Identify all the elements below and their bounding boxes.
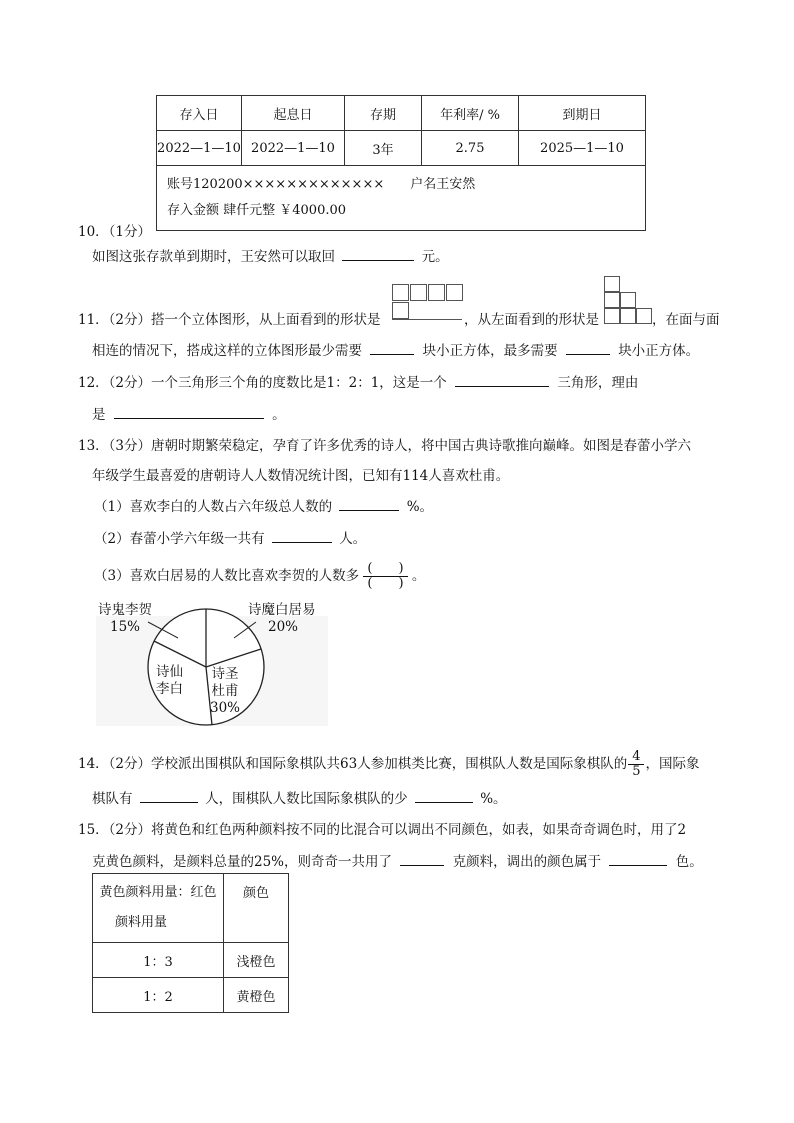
q11-line1-a: 11．（2分）搭一个立体图形，从上面看到的形状是 bbox=[78, 312, 381, 328]
pie-label-bai-value: 20% bbox=[268, 619, 299, 635]
header-deposit-date: 存入日 bbox=[157, 96, 242, 131]
pie-label-bai bbox=[248, 602, 316, 636]
color-table-header-ratio-line2: 颜料用量 bbox=[115, 915, 168, 930]
q10-text-a: 如图这张存款单到期时，王安然可以取回 bbox=[92, 249, 335, 265]
q10-text bbox=[92, 246, 449, 267]
header-interest-start: 起息日 bbox=[242, 96, 345, 131]
q12-line2-b: 。 bbox=[272, 407, 286, 423]
color-table-header-ratio bbox=[93, 874, 224, 943]
q12-line1 bbox=[78, 372, 638, 393]
q14-line2-c: %。 bbox=[480, 791, 507, 807]
q11-line1-b: ，从左面看到的形状是 bbox=[464, 312, 599, 328]
q10-answer-blank[interactable] bbox=[342, 246, 414, 261]
pie-label-dufu-value: 30% bbox=[210, 700, 241, 716]
pie-label-libai bbox=[156, 664, 183, 698]
pie-label-lihe bbox=[98, 602, 152, 636]
q13-frac-num: ( ) bbox=[363, 562, 407, 577]
q13-fraction-blank[interactable] bbox=[363, 562, 407, 591]
q12-line1-b: 三角形，理由 bbox=[557, 375, 639, 391]
q15-color-blank[interactable] bbox=[609, 851, 667, 866]
q13-sub2-b: 人。 bbox=[339, 531, 367, 547]
cell-rate: 2.75 bbox=[422, 131, 519, 166]
q13-sub3-b: 。 bbox=[411, 568, 426, 584]
header-term: 存期 bbox=[345, 96, 422, 131]
color-mix-table bbox=[92, 873, 289, 1013]
color-table-color-2: 黄橙色 bbox=[224, 978, 289, 1013]
q13-sub1 bbox=[94, 496, 433, 517]
q12-line2-a: 是 bbox=[92, 407, 106, 423]
q14-chess-blank[interactable] bbox=[140, 788, 198, 803]
q14-line2 bbox=[92, 788, 507, 809]
left-view-figure bbox=[604, 276, 652, 324]
q15-grams-blank[interactable] bbox=[400, 851, 444, 866]
q14-fraction bbox=[628, 750, 644, 779]
pie-label-dufu-line1: 诗圣 bbox=[211, 666, 239, 682]
q11-line2-a: 相连的情况下，搭成这样的立体图形最少需要 bbox=[92, 343, 362, 359]
q15-line2 bbox=[92, 851, 703, 872]
pie-label-dufu-line2: 杜甫 bbox=[211, 683, 239, 699]
q14-line1 bbox=[78, 750, 699, 779]
q11-line2-b: 块小正方体，最多需要 bbox=[422, 343, 558, 359]
color-table-ratio-1: 1：3 bbox=[93, 943, 224, 978]
poet-pie-chart bbox=[96, 600, 328, 726]
account-line: 账号120200××××××××××××× 户名王安然 bbox=[167, 177, 476, 192]
cell-term: 3年 bbox=[345, 131, 422, 166]
pie-label-lihe-name: 诗鬼李贺 bbox=[98, 602, 152, 618]
q13-sub2 bbox=[94, 528, 366, 549]
q11-line1-c: ，在面与面 bbox=[652, 312, 720, 328]
q13-line1: 13．（3分）唐朝时期繁荣稳定，孕育了许多优秀的诗人，将中国古典诗歌推向巅峰。如图是春蕾小学六 bbox=[78, 438, 692, 454]
q11-max-blank[interactable] bbox=[566, 340, 610, 355]
pie-label-dufu bbox=[210, 666, 240, 717]
q12-reason-blank[interactable] bbox=[114, 404, 264, 419]
account-info-cell bbox=[157, 166, 646, 231]
cell-interest-start: 2022—1—10 bbox=[242, 131, 345, 166]
q15-line2-b: 克颜料，调出的颜色属于 bbox=[452, 854, 602, 870]
cell-deposit-date: 2022—1—10 bbox=[157, 131, 242, 166]
q12-line2 bbox=[92, 404, 286, 425]
color-table-color-1: 浅橙色 bbox=[224, 943, 289, 978]
q14-frac-den: 5 bbox=[632, 764, 641, 779]
q14-frac-num: 4 bbox=[628, 750, 644, 765]
q10-text-b: 元。 bbox=[421, 249, 449, 265]
q12-line1-a: 12．（2分）一个三角形三个角的度数比是1：2：1，这是一个 bbox=[78, 375, 447, 391]
q13-sub2-blank[interactable] bbox=[272, 528, 332, 543]
deposit-slip-table bbox=[156, 95, 646, 231]
top-view-figure bbox=[392, 284, 464, 324]
q14-line1-a: 14．（2分）学校派出围棋队和国际象棋队共63人参加棋类比赛，围棋队人数是国际象棋队的 bbox=[78, 756, 628, 772]
q15-line2-a: 克黄色颜料，是颜料总量的25%，则奇奇一共用了 bbox=[92, 854, 393, 870]
q13-sub1-b: %。 bbox=[406, 499, 434, 515]
q13-line2: 年级学生最喜爱的唐朝诗人人数情况统计图，已知有114人喜欢杜甫。 bbox=[92, 468, 510, 484]
q14-line2-b: 人，围棋队人数比国际象棋队的少 bbox=[205, 791, 408, 807]
q15-line1: 15．（2分）将黄色和红色两种颜料按不同的比混合可以调出不同颜色，如表，如果奇奇调色时，用了2 bbox=[78, 822, 687, 838]
q12-type-blank[interactable] bbox=[455, 372, 549, 387]
q13-sub1-a: （1）喜欢李白的人数占六年级总人数的 bbox=[94, 499, 333, 515]
pie-label-libai-line1: 诗仙 bbox=[156, 664, 183, 680]
color-table-ratio-2: 1：2 bbox=[93, 978, 224, 1013]
q14-line1-b: ，国际象 bbox=[645, 756, 700, 772]
amount-line: 存入金额 肆仟元整 ￥4000.00 bbox=[167, 203, 347, 218]
q13-sub3-a: （3）喜欢白居易的人数比喜欢李贺的人数多 bbox=[94, 568, 360, 584]
q13-sub3 bbox=[94, 562, 425, 591]
q11-min-blank[interactable] bbox=[370, 340, 414, 355]
color-table-header-ratio-line1: 黄色颜料用量：红色 bbox=[99, 885, 217, 900]
q10-number: 10．（1分） bbox=[78, 224, 152, 240]
q14-line2-a: 棋队有 bbox=[92, 791, 133, 807]
header-maturity: 到期日 bbox=[519, 96, 646, 131]
color-table-header-color: 颜色 bbox=[224, 874, 289, 943]
header-rate: 年利率/ % bbox=[422, 96, 519, 131]
q11-line2 bbox=[92, 340, 699, 361]
q13-sub2-a: （2）春蕾小学六年级一共有 bbox=[94, 531, 265, 547]
pie-label-lihe-value: 15% bbox=[110, 619, 141, 635]
q11-line2-c: 块小正方体。 bbox=[618, 343, 700, 359]
q13-frac-den: ( ) bbox=[367, 576, 404, 591]
pie-label-bai-name: 诗魔白居易 bbox=[248, 602, 316, 618]
q13-sub1-blank[interactable] bbox=[339, 496, 399, 511]
q14-percent-blank[interactable] bbox=[415, 788, 473, 803]
pie-label-libai-line2: 李白 bbox=[156, 681, 183, 697]
q15-line2-c: 色。 bbox=[675, 854, 703, 870]
cell-maturity: 2025—1—10 bbox=[519, 131, 646, 166]
